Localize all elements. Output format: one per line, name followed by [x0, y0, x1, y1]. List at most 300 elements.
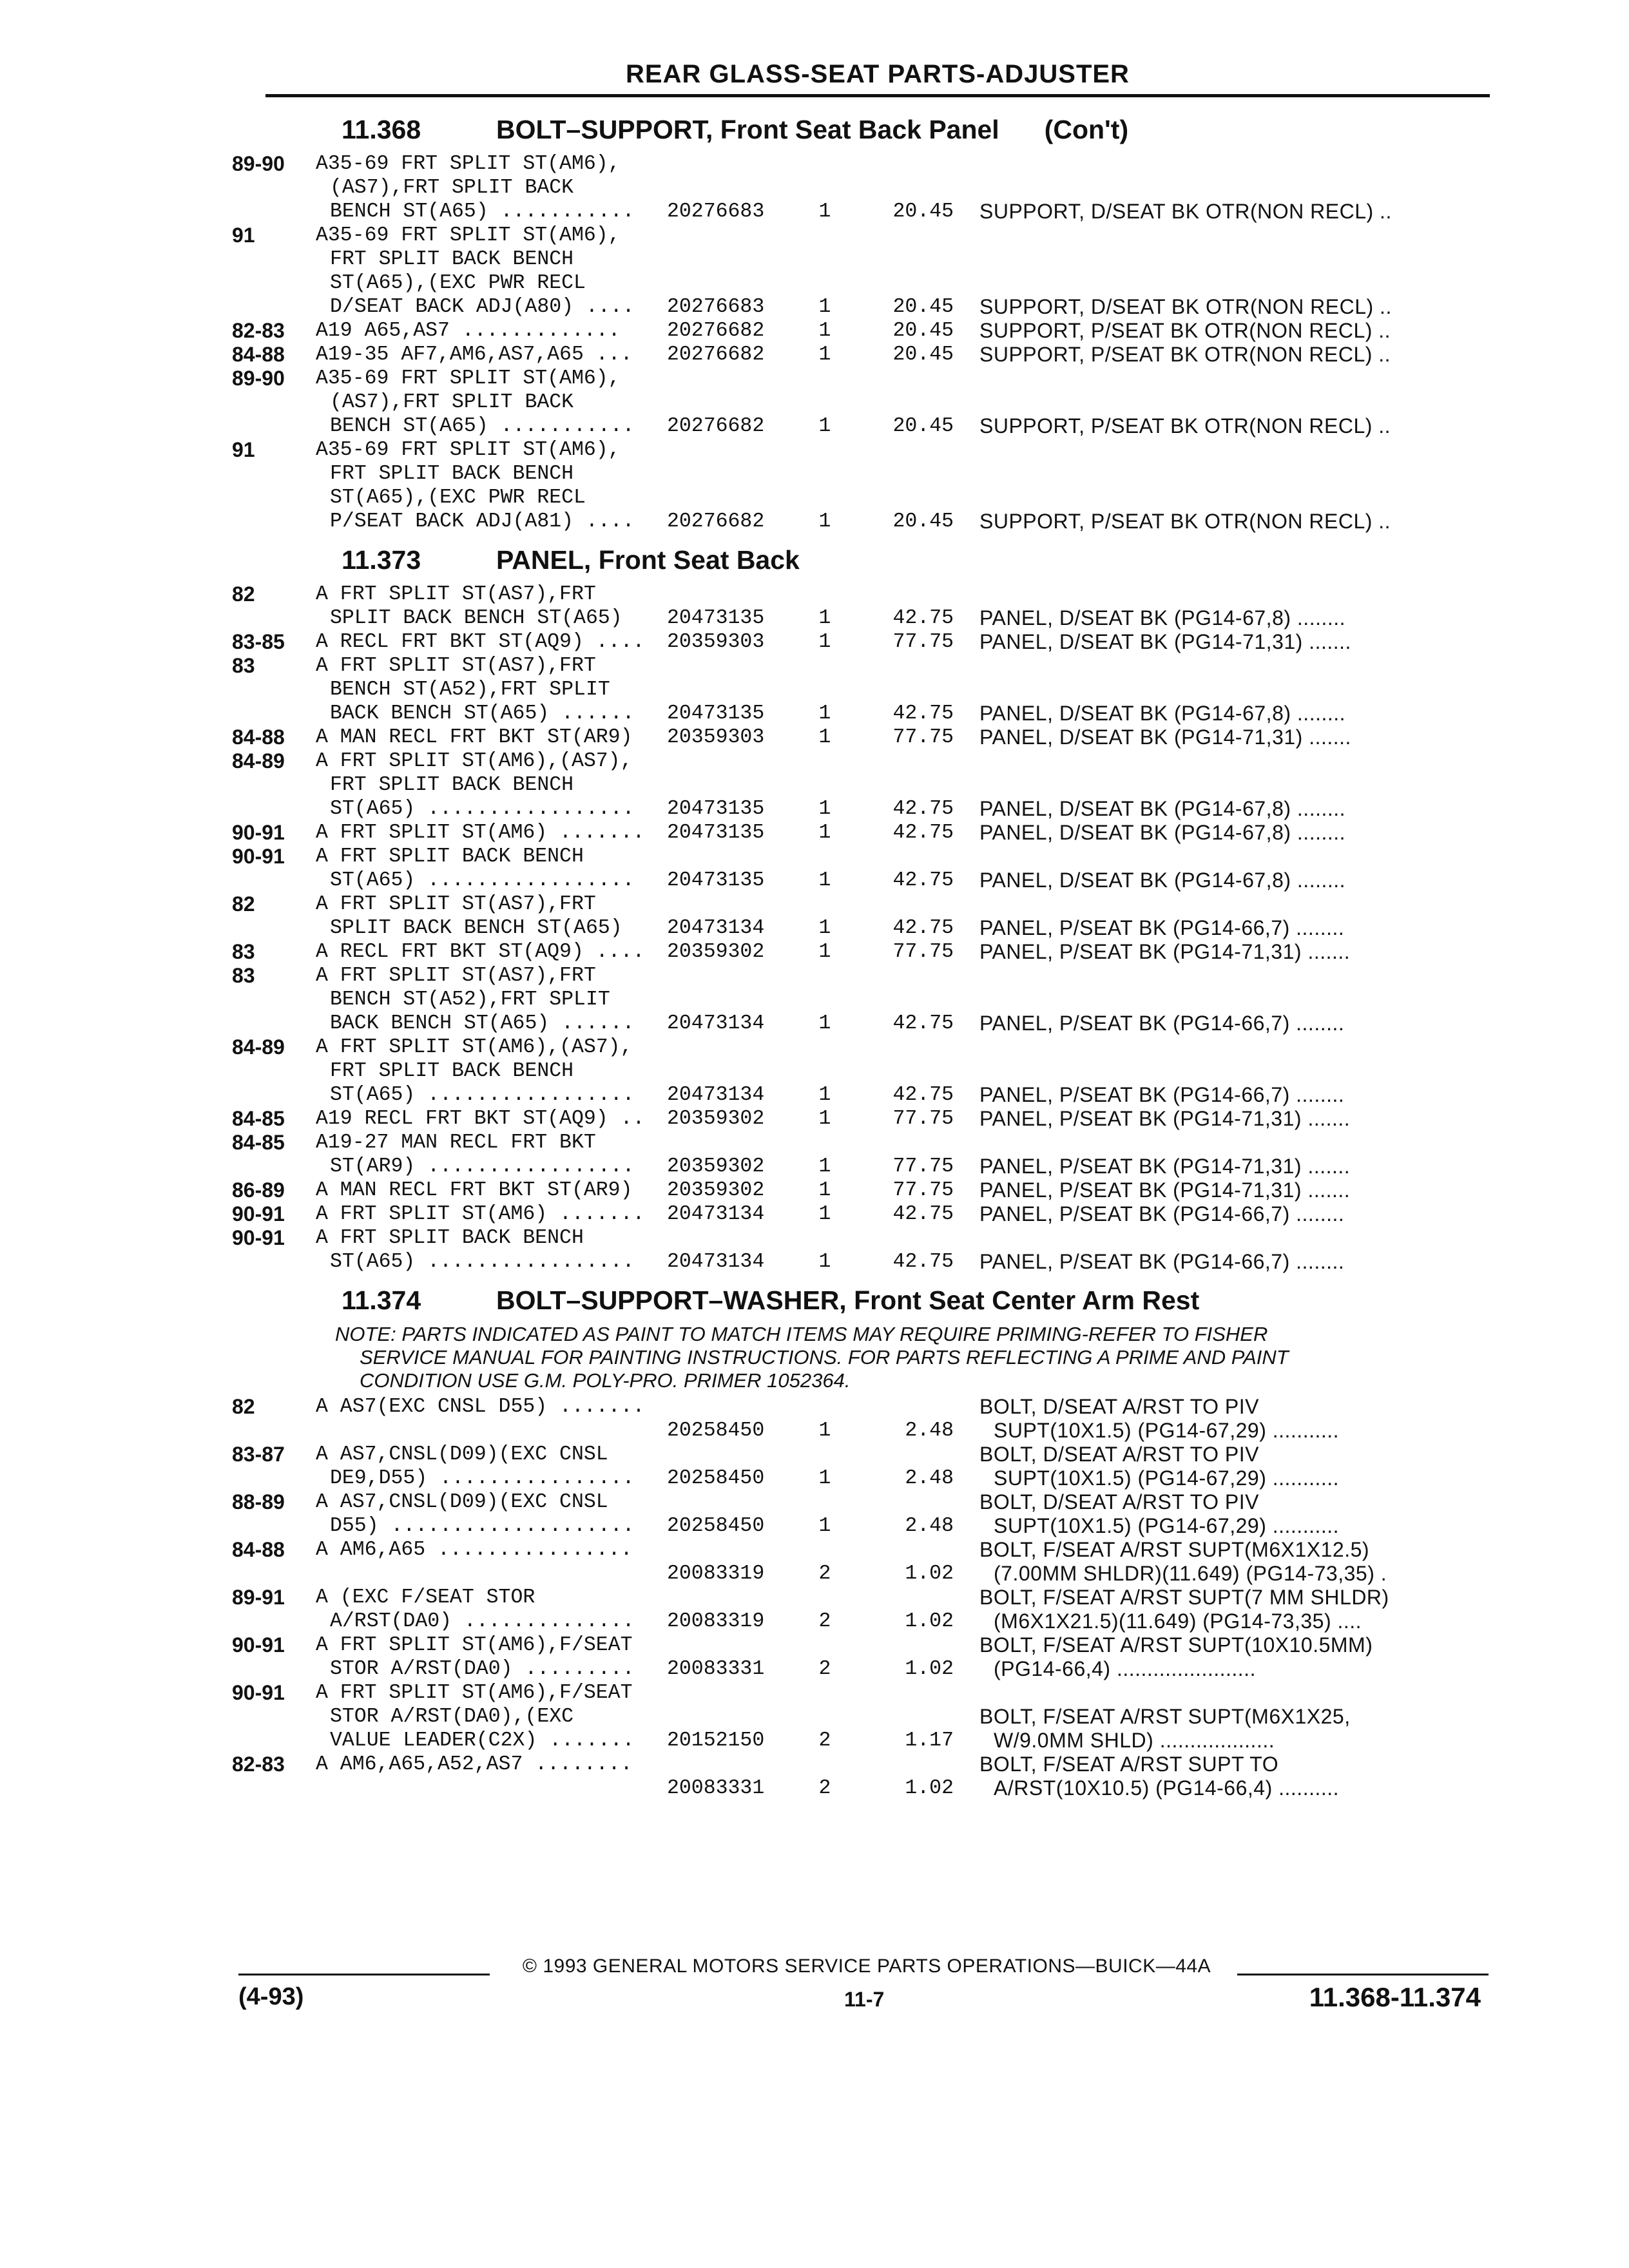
model-years: 84-89 [232, 1035, 285, 1059]
parts-row [232, 1490, 1495, 1538]
part-name-line: SUPPORT, D/SEAT BK OTR(NON RECL) .. [979, 200, 1392, 223]
list-price: 77.75 [892, 1155, 954, 1178]
part-name-line: SUPPORT, P/SEAT BK OTR(NON RECL) .. [979, 319, 1391, 342]
parts-row [232, 1035, 1495, 1107]
part-name [967, 319, 1508, 343]
quantity: 1 [818, 631, 831, 653]
footer-date: (4-93) [238, 1983, 304, 2010]
part-name [967, 1202, 1508, 1226]
part-name-line: PANEL, P/SEAT BK (PG14-66,7) ........ [979, 916, 1345, 939]
usage-line: A FRT SPLIT ST(AM6) ....... [316, 1203, 645, 1225]
parts-row [232, 892, 1495, 940]
usage-line: D55) .................... [330, 1515, 635, 1537]
usage-description [316, 964, 667, 1035]
usage-line: A35-69 FRT SPLIT ST(AM6), [316, 367, 621, 390]
usage-line: STOR A/RST(DA0),(EXC [330, 1706, 574, 1728]
usage-line: DE9,D55) ................ [330, 1467, 635, 1490]
model-years: 86-89 [232, 1178, 285, 1202]
part-number: 20359303 [667, 631, 765, 653]
model-years: 82 [232, 582, 255, 606]
model-years: 84-85 [232, 1131, 285, 1154]
list-price: 1.02 [905, 1777, 954, 1800]
model-years: 91 [232, 224, 255, 247]
model-years: 88-89 [232, 1490, 285, 1514]
usage-line: STOR A/RST(DA0) ......... [330, 1658, 635, 1680]
part-number: 20473135 [667, 702, 765, 725]
usage-description [316, 224, 667, 319]
parts-listing [232, 103, 1495, 1800]
list-price: 42.75 [892, 1012, 954, 1035]
section-title: PANEL, Front Seat Back [496, 545, 800, 575]
part-name [967, 869, 1508, 892]
part-number: 20083331 [667, 1658, 765, 1680]
usage-line: A FRT SPLIT BACK BENCH [316, 845, 584, 868]
quantity: 1 [818, 320, 831, 342]
part-name [967, 1155, 1508, 1178]
usage-line: BACK BENCH ST(A65) ...... [330, 1012, 635, 1035]
model-years: 90-91 [232, 1681, 285, 1704]
quantity: 1 [818, 1467, 831, 1490]
list-price: 77.75 [892, 941, 954, 963]
part-number: 20473135 [667, 869, 765, 892]
parts-row [232, 749, 1495, 821]
model-years: 89-90 [232, 152, 285, 175]
list-price: 20.45 [892, 415, 954, 437]
usage-line: FRT SPLIT BACK BENCH [330, 774, 574, 796]
part-name-line: PANEL, D/SEAT BK (PG14-67,8) ........ [979, 606, 1346, 629]
model-years: 83 [232, 964, 255, 987]
quantity: 1 [818, 869, 831, 892]
parts-row [232, 630, 1495, 654]
parts-row [232, 438, 1495, 533]
model-years: 90-91 [232, 821, 285, 844]
usage-description [316, 1202, 667, 1226]
part-number: 20083331 [667, 1777, 765, 1800]
quantity: 2 [818, 1658, 831, 1680]
part-name-line: SUPPORT, P/SEAT BK OTR(NON RECL) .. [979, 414, 1391, 437]
quantity: 1 [818, 798, 831, 820]
quantity: 1 [818, 1108, 831, 1130]
part-name [967, 1538, 1508, 1586]
usage-description [316, 1107, 667, 1131]
usage-line: A/RST(DA0) .............. [330, 1610, 635, 1633]
model-years: 91 [232, 438, 255, 461]
quantity: 1 [818, 917, 831, 939]
usage-line: BENCH ST(A52),FRT SPLIT [330, 678, 610, 701]
part-name [967, 1753, 1508, 1800]
part-number: 20473134 [667, 1012, 765, 1035]
model-years: 82-83 [232, 1753, 285, 1776]
part-number: 20083319 [667, 1562, 765, 1585]
usage-line: A MAN RECL FRT BKT ST(AR9) [316, 726, 633, 749]
model-years: 83-87 [232, 1443, 285, 1466]
parts-row [232, 1395, 1495, 1443]
parts-row [232, 1131, 1495, 1178]
parts-row [232, 1202, 1495, 1226]
section-heading [232, 1282, 1495, 1319]
usage-description [316, 1586, 667, 1633]
model-years: 90-91 [232, 1202, 285, 1225]
section-note [335, 1323, 1508, 1392]
part-name-line: PANEL, P/SEAT BK (PG14-66,7) ........ [979, 1202, 1345, 1225]
usage-description [316, 1633, 667, 1681]
usage-line: A35-69 FRT SPLIT ST(AM6), [316, 224, 621, 247]
quantity: 1 [818, 822, 831, 844]
part-name [967, 1586, 1508, 1633]
usage-line: SPLIT BACK BENCH ST(A65) [330, 607, 622, 629]
part-name-line: BOLT, D/SEAT A/RST TO PIV [979, 1490, 1259, 1514]
list-price: 20.45 [892, 343, 954, 366]
usage-line: FRT SPLIT BACK BENCH [330, 463, 574, 485]
quantity: 1 [818, 1251, 831, 1273]
part-number: 20359303 [667, 726, 765, 749]
usage-description [316, 438, 667, 533]
part-name-line: (7.00MM SHLDR)(11.649) (PG14-73,35) . [994, 1562, 1387, 1585]
usage-line: A RECL FRT BKT ST(AQ9) .... [316, 941, 645, 963]
usage-line: A19 A65,AS7 ............. [316, 320, 621, 342]
part-number: 20473134 [667, 1203, 765, 1225]
part-name [967, 200, 1508, 224]
quantity: 1 [818, 941, 831, 963]
parts-row [232, 964, 1495, 1035]
parts-row [232, 821, 1495, 845]
usage-description [316, 1178, 667, 1202]
list-price: 42.75 [892, 798, 954, 820]
usage-line: A FRT SPLIT ST(AM6),F/SEAT [316, 1682, 633, 1704]
usage-line: A FRT SPLIT ST(AS7),FRT [316, 965, 596, 987]
part-name-line: BOLT, F/SEAT A/RST SUPT(7 MM SHLDR) [979, 1586, 1389, 1609]
quantity: 1 [818, 1203, 831, 1225]
section-number: 11.374 [342, 1285, 421, 1315]
list-price: 2.48 [905, 1467, 954, 1490]
note-line: SERVICE MANUAL FOR PAINTING INSTRUCTIONS. FOR PARTS REFLECTING A PRIME AND PAINT [360, 1346, 1289, 1369]
part-name-line: PANEL, P/SEAT BK (PG14-66,7) ........ [979, 1083, 1345, 1106]
parts-row [232, 1107, 1495, 1131]
parts-row [232, 1538, 1495, 1586]
usage-description [316, 726, 667, 749]
part-number: 20276682 [667, 343, 765, 366]
usage-line: BACK BENCH ST(A65) ...... [330, 702, 635, 725]
model-years: 89-90 [232, 367, 285, 390]
part-number: 20359302 [667, 1108, 765, 1130]
usage-line: (AS7),FRT SPLIT BACK [330, 391, 574, 414]
model-years: 82 [232, 1395, 255, 1418]
part-number: 20473135 [667, 798, 765, 820]
part-name [967, 606, 1508, 630]
part-name-line: SUPT(10X1.5) (PG14-67,29) ........... [994, 1514, 1340, 1537]
section-heading [232, 541, 1495, 579]
part-name [967, 1633, 1508, 1681]
part-name [967, 1490, 1508, 1538]
part-name-line: BOLT, F/SEAT A/RST SUPT(M6X1X12.5) [979, 1538, 1370, 1561]
quantity: 1 [818, 702, 831, 725]
usage-line: P/SEAT BACK ADJ(A81) .... [330, 510, 635, 533]
parts-row [232, 319, 1495, 343]
section-continued: (Con't) [1044, 115, 1129, 144]
list-price: 42.75 [892, 1203, 954, 1225]
page-header-title: REAR GLASS-SEAT PARTS-ADJUSTER [265, 54, 1490, 97]
list-price: 42.75 [892, 702, 954, 725]
list-price: 2.48 [905, 1419, 954, 1442]
list-price: 42.75 [892, 607, 954, 629]
parts-row [232, 1681, 1495, 1753]
part-name-line: SUPT(10X1.5) (PG14-67,29) ........... [994, 1419, 1340, 1442]
usage-description [316, 343, 667, 367]
list-price: 20.45 [892, 200, 954, 223]
model-years: 89-91 [232, 1586, 285, 1609]
usage-line: A FRT SPLIT ST(AM6),F/SEAT [316, 1634, 633, 1657]
part-name [967, 295, 1508, 319]
parts-row [232, 343, 1495, 367]
model-years: 83 [232, 940, 255, 963]
usage-line: A AS7,CNSL(D09)(EXC CNSL [316, 1491, 608, 1514]
usage-line: FRT SPLIT BACK BENCH [330, 248, 574, 271]
usage-line: A AS7,CNSL(D09)(EXC CNSL [316, 1443, 608, 1466]
part-name [967, 821, 1508, 845]
list-price: 1.02 [905, 1610, 954, 1633]
usage-description [316, 654, 667, 726]
parts-row [232, 1633, 1495, 1681]
quantity: 1 [818, 296, 831, 318]
part-name-line: (M6X1X21.5)(11.649) (PG14-73,35) .... [994, 1610, 1362, 1633]
part-number: 20258450 [667, 1419, 765, 1442]
note-line: CONDITION USE G.M. POLY-PRO. PRIMER 1052364. [360, 1369, 851, 1392]
part-number: 20473135 [667, 607, 765, 629]
part-number: 20276682 [667, 320, 765, 342]
usage-line: A FRT SPLIT ST(AS7),FRT [316, 583, 596, 606]
section-number: 11.368 [342, 115, 421, 144]
usage-description [316, 821, 667, 845]
part-number: 20473134 [667, 1251, 765, 1273]
footer-copyright: © 1993 GENERAL MOTORS SERVICE PARTS OPERATIONS—BUICK—44A [522, 1956, 1211, 1977]
parts-row [232, 152, 1495, 224]
part-number: 20276683 [667, 296, 765, 318]
part-name-line: SUPPORT, D/SEAT BK OTR(NON RECL) .. [979, 295, 1392, 318]
part-name [967, 940, 1508, 964]
quantity: 1 [818, 726, 831, 749]
part-name-line: A/RST(10X10.5) (PG14-66,4) .......... [994, 1776, 1340, 1800]
usage-line: A FRT SPLIT ST(AS7),FRT [316, 893, 596, 916]
model-years: 83 [232, 654, 255, 677]
usage-description [316, 1753, 667, 1800]
part-name [967, 343, 1508, 367]
section-title: BOLT–SUPPORT–WASHER, Front Seat Center Arm Rest [496, 1285, 1200, 1315]
parts-row [232, 1443, 1495, 1490]
part-number: 20276682 [667, 415, 765, 437]
part-name [967, 702, 1508, 726]
footer-section-range: 11.368-11.374 [1309, 1982, 1481, 2012]
list-price: 77.75 [892, 1179, 954, 1202]
usage-line: A AM6,A65 ................ [316, 1539, 633, 1561]
quantity: 1 [818, 1515, 831, 1537]
part-name [967, 1083, 1508, 1107]
usage-description [316, 152, 667, 224]
parts-row [232, 1226, 1495, 1274]
part-number: 20083319 [667, 1610, 765, 1633]
list-price: 1.02 [905, 1562, 954, 1585]
part-name-line: PANEL, P/SEAT BK (PG14-71,31) ....... [979, 1178, 1351, 1202]
usage-description [316, 319, 667, 343]
part-name-line: PANEL, D/SEAT BK (PG14-71,31) ....... [979, 630, 1351, 653]
part-name-line: PANEL, P/SEAT BK (PG14-71,31) ....... [979, 1155, 1351, 1178]
part-number: 20473135 [667, 822, 765, 844]
usage-line: (AS7),FRT SPLIT BACK [330, 177, 574, 199]
usage-line: A AM6,A65,A52,AS7 ........ [316, 1753, 633, 1776]
usage-line: ST(A65) ................. [330, 798, 635, 820]
part-name [967, 510, 1508, 533]
model-years: 84-88 [232, 726, 285, 749]
usage-line: A (EXC F/SEAT STOR [316, 1586, 535, 1609]
usage-description [316, 367, 667, 438]
part-name-line: SUPPORT, P/SEAT BK OTR(NON RECL) .. [979, 343, 1391, 366]
list-price: 20.45 [892, 320, 954, 342]
part-number: 20473134 [667, 917, 765, 939]
quantity: 2 [818, 1729, 831, 1752]
list-price: 1.02 [905, 1658, 954, 1680]
part-number: 20258450 [667, 1515, 765, 1537]
quantity: 1 [818, 1155, 831, 1178]
part-name [967, 726, 1508, 749]
usage-line: D/SEAT BACK ADJ(A80) .... [330, 296, 635, 318]
parts-row [232, 1586, 1495, 1633]
usage-line: VALUE LEADER(C2X) ....... [330, 1729, 635, 1752]
list-price: 77.75 [892, 631, 954, 653]
part-number: 20359302 [667, 1155, 765, 1178]
usage-line: A19-35 AF7,AM6,AS7,A65 ... [316, 343, 633, 366]
usage-line: A MAN RECL FRT BKT ST(AR9) [316, 1179, 633, 1202]
usage-line: A35-69 FRT SPLIT ST(AM6), [316, 439, 621, 461]
parts-row [232, 1178, 1495, 1202]
parts-row [232, 1753, 1495, 1800]
usage-description [316, 1681, 667, 1753]
list-price: 20.45 [892, 510, 954, 533]
usage-description [316, 582, 667, 630]
usage-line: ST(A65),(EXC PWR RECL [330, 272, 586, 294]
usage-line: BENCH ST(A65) ........... [330, 415, 635, 437]
quantity: 1 [818, 1012, 831, 1035]
part-number: 20276682 [667, 510, 765, 533]
part-number: 20258450 [667, 1467, 765, 1490]
parts-row [232, 845, 1495, 892]
part-number: 20359302 [667, 941, 765, 963]
footer-rule-right [1237, 1974, 1489, 1975]
parts-row [232, 726, 1495, 749]
model-years: 90-91 [232, 1633, 285, 1657]
usage-line: FRT SPLIT BACK BENCH [330, 1060, 574, 1082]
usage-line: A35-69 FRT SPLIT ST(AM6), [316, 153, 621, 175]
part-name [967, 414, 1508, 438]
part-number: 20276683 [667, 200, 765, 223]
model-years: 84-85 [232, 1107, 285, 1130]
section-heading [232, 111, 1495, 148]
usage-description [316, 1443, 667, 1490]
usage-line: A19-27 MAN RECL FRT BKT [316, 1131, 596, 1154]
quantity: 1 [818, 343, 831, 366]
part-name-line: PANEL, D/SEAT BK (PG14-67,8) ........ [979, 869, 1346, 892]
model-years: 84-88 [232, 1538, 285, 1561]
usage-line: A FRT SPLIT ST(AS7),FRT [316, 655, 596, 677]
usage-line: ST(A65) ................. [330, 1084, 635, 1106]
parts-row [232, 940, 1495, 964]
part-name-line: SUPT(10X1.5) (PG14-67,29) ........... [994, 1466, 1340, 1490]
usage-description [316, 630, 667, 654]
usage-line: BENCH ST(A52),FRT SPLIT [330, 988, 610, 1011]
footer-rule-left [238, 1974, 490, 1975]
list-price: 20.45 [892, 296, 954, 318]
section-title: BOLT–SUPPORT, Front Seat Back Panel [496, 115, 999, 144]
part-number: 20359302 [667, 1179, 765, 1202]
list-price: 42.75 [892, 822, 954, 844]
part-number: 20473134 [667, 1084, 765, 1106]
part-name-line: BOLT, D/SEAT A/RST TO PIV [979, 1443, 1259, 1466]
quantity: 1 [818, 1084, 831, 1106]
list-price: 1.17 [905, 1729, 954, 1752]
usage-line: A AS7(EXC CNSL D55) ....... [316, 1396, 645, 1418]
quantity: 1 [818, 510, 831, 533]
part-name-line: PANEL, P/SEAT BK (PG14-71,31) ....... [979, 1107, 1351, 1130]
part-name-line: W/9.0MM SHLD) ................... [994, 1729, 1275, 1752]
quantity: 2 [818, 1610, 831, 1633]
part-name [967, 1178, 1508, 1202]
model-years: 90-91 [232, 845, 285, 868]
part-name-line: BOLT, F/SEAT A/RST SUPT TO [979, 1753, 1279, 1776]
usage-description [316, 1538, 667, 1586]
usage-description [316, 749, 667, 821]
usage-line: A FRT SPLIT ST(AM6) ....... [316, 822, 645, 844]
model-years: 84-89 [232, 749, 285, 773]
usage-line: ST(A65) ................. [330, 869, 635, 892]
quantity: 1 [818, 1419, 831, 1442]
parts-row [232, 224, 1495, 319]
part-name [967, 630, 1508, 654]
part-name-line: PANEL, P/SEAT BK (PG14-66,7) ........ [979, 1250, 1345, 1273]
list-price: 42.75 [892, 1084, 954, 1106]
usage-description [316, 1226, 667, 1274]
part-name-line: BOLT, F/SEAT A/RST SUPT(10X10.5MM) [979, 1633, 1373, 1657]
model-years: 82-83 [232, 319, 285, 342]
part-name-line: SUPPORT, P/SEAT BK OTR(NON RECL) .. [979, 510, 1391, 533]
part-number: 20152150 [667, 1729, 765, 1752]
part-name-line: BOLT, F/SEAT A/RST SUPT(M6X1X25, [979, 1705, 1351, 1728]
part-name-line: BOLT, D/SEAT A/RST TO PIV [979, 1395, 1259, 1418]
quantity: 2 [818, 1777, 831, 1800]
model-years: 90-91 [232, 1226, 285, 1249]
usage-description [316, 892, 667, 940]
quantity: 1 [818, 1179, 831, 1202]
model-years: 84-88 [232, 343, 285, 366]
quantity: 1 [818, 415, 831, 437]
part-name-line: PANEL, P/SEAT BK (PG14-66,7) ........ [979, 1012, 1345, 1035]
list-price: 42.75 [892, 869, 954, 892]
usage-line: ST(A65) ................. [330, 1251, 635, 1273]
part-name [967, 1107, 1508, 1131]
usage-line: BENCH ST(A65) ........... [330, 200, 635, 223]
quantity: 1 [818, 607, 831, 629]
list-price: 42.75 [892, 917, 954, 939]
usage-description [316, 1035, 667, 1107]
usage-description [316, 1131, 667, 1178]
footer-page-number: 11-7 [844, 1988, 885, 2011]
part-name [967, 1012, 1508, 1035]
part-name [967, 1443, 1508, 1490]
part-name [967, 797, 1508, 821]
parts-row [232, 367, 1495, 438]
part-name [967, 1250, 1508, 1274]
part-name-line: PANEL, D/SEAT BK (PG14-67,8) ........ [979, 821, 1346, 844]
part-name [967, 916, 1508, 940]
list-price: 42.75 [892, 1251, 954, 1273]
usage-description [316, 1490, 667, 1538]
